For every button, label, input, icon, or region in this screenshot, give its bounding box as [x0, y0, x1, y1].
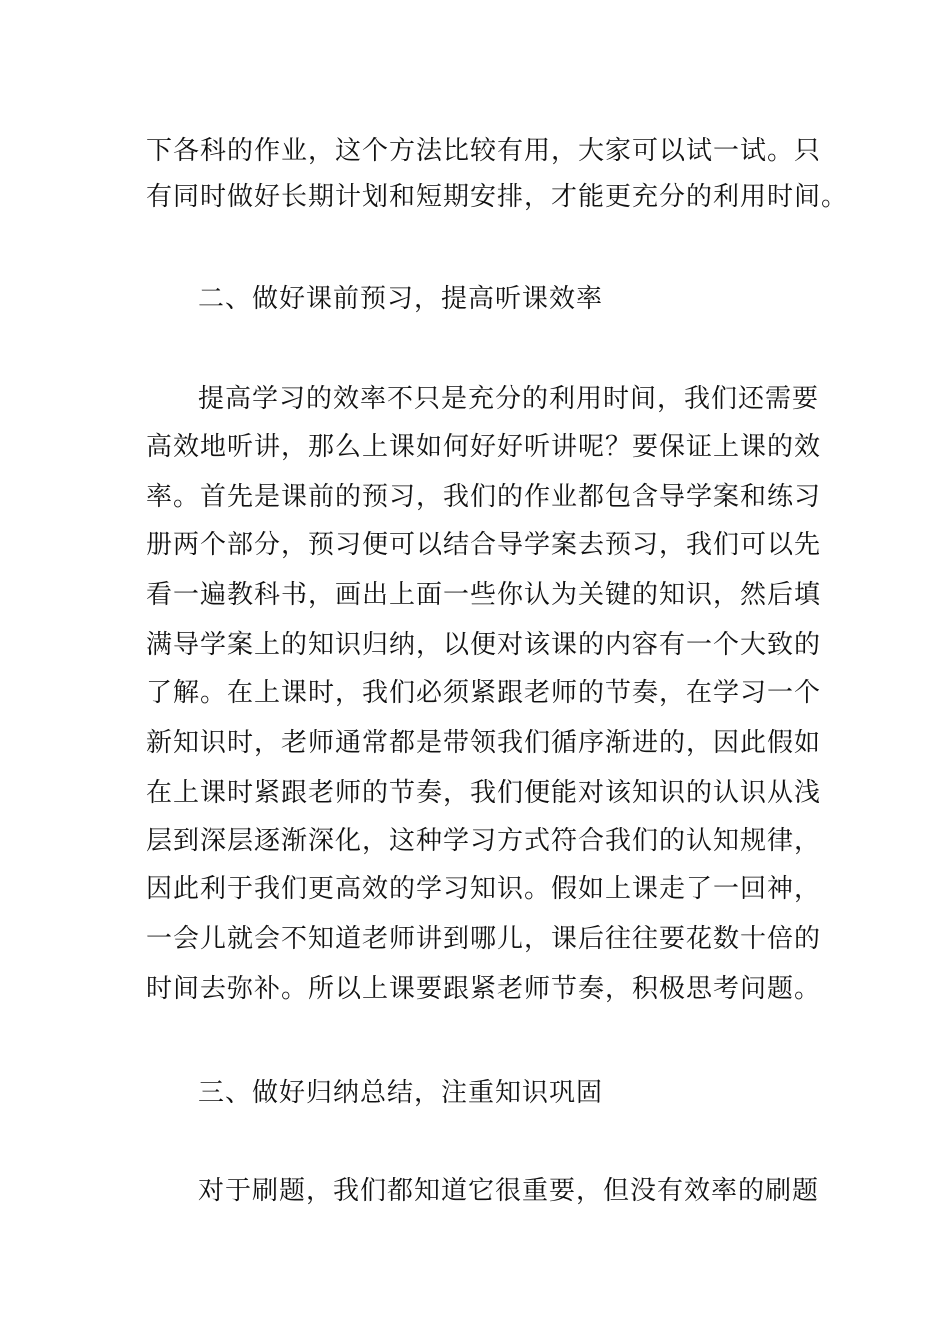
text-line: 提高学习的效率不只是充分的利用时间，我们还需要 — [198, 384, 820, 414]
text-line: 因此利于我们更高效的学习知识。假如上课走了一回神， — [146, 874, 822, 904]
text-line: 册两个部分，预习便可以结合导学案去预习，我们可以先 — [146, 530, 822, 560]
text-line: 高效地听讲，那么上课如何好好听讲呢？要保证上课的效 — [146, 432, 822, 462]
text-line: 下各科的作业，这个方法比较有用，大家可以试一试。只 — [146, 136, 822, 166]
text-line: 层到深层逐渐深化，这种学习方式符合我们的认知规律， — [146, 826, 822, 856]
section-heading: 三、做好归纳总结，注重知识巩固 — [198, 1078, 604, 1108]
text-line: 有同时做好长期计划和短期安排，才能更充分的利用时间。 — [146, 182, 849, 212]
text-line: 率。首先是课前的预习，我们的作业都包含导学案和练习 — [146, 482, 822, 512]
text-line: 新知识时，老师通常都是带领我们循序渐进的，因此假如 — [146, 728, 822, 758]
section-heading: 二、做好课前预习，提高听课效率 — [198, 284, 604, 314]
text-line: 对于刷题，我们都知道它很重要，但没有效率的刷题 — [198, 1176, 820, 1206]
text-line: 一会儿就会不知道老师讲到哪儿，课后往往要花数十倍的 — [146, 924, 822, 954]
text-line: 满导学案上的知识归纳，以便对该课的内容有一个大致的 — [146, 630, 822, 660]
text-line: 了解。在上课时，我们必须紧跟老师的节奏，在学习一个 — [146, 678, 822, 708]
text-line: 在上课时紧跟老师的节奏，我们便能对该知识的认识从浅 — [146, 778, 822, 808]
text-line: 看一遍教科书，画出上面一些你认为关键的知识，然后填 — [146, 580, 822, 610]
text-line: 时间去弥补。所以上课要跟紧老师节奏，积极思考问题。 — [146, 974, 822, 1004]
